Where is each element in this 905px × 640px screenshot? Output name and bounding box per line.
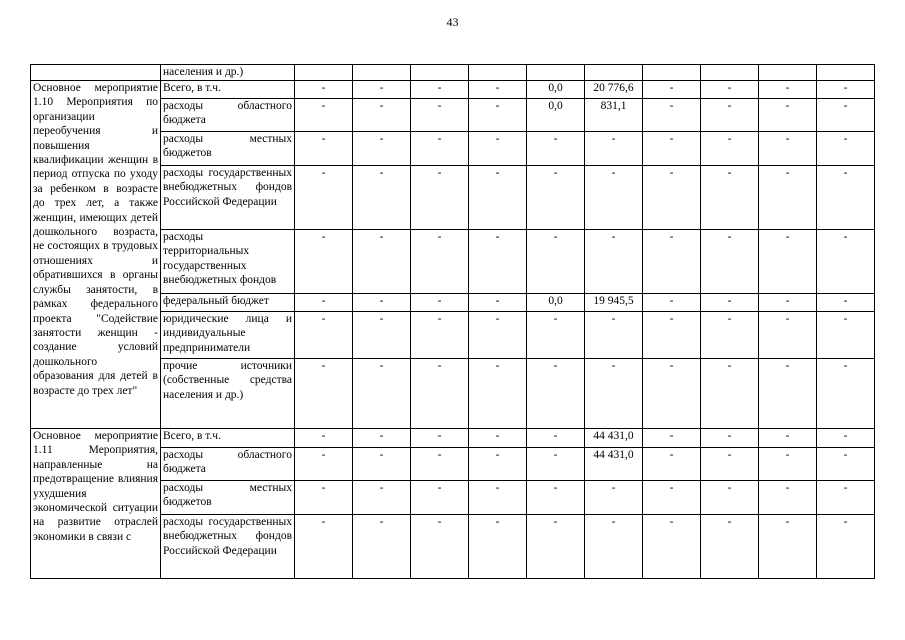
value-cell: - — [759, 359, 817, 429]
value-cell: - — [469, 230, 527, 294]
value-cell: - — [411, 294, 469, 312]
value-cell: - — [643, 99, 701, 132]
value-cell: - — [353, 481, 411, 515]
value-cell: - — [353, 294, 411, 312]
value-cell: - — [643, 81, 701, 99]
value-cell: - — [353, 359, 411, 429]
value-cell: - — [353, 429, 411, 448]
value-cell: 0,0 — [527, 99, 585, 132]
value-cell: 0,0 — [527, 81, 585, 99]
measure-cell — [31, 65, 161, 81]
value-cell: - — [759, 81, 817, 99]
value-cell: - — [353, 99, 411, 132]
value-cell: - — [469, 515, 527, 579]
value-cell: - — [295, 481, 353, 515]
value-cell: - — [353, 166, 411, 230]
value-cell: - — [527, 359, 585, 429]
source-cell: федеральный бюджет — [161, 294, 295, 312]
value-cell: - — [759, 99, 817, 132]
value-cell: - — [411, 359, 469, 429]
value-cell: - — [353, 515, 411, 579]
source-cell: расходы местных бюджетов — [161, 481, 295, 515]
value-cell: - — [817, 81, 875, 99]
value-cell: - — [643, 515, 701, 579]
value-cell: - — [295, 312, 353, 359]
value-cell: - — [469, 359, 527, 429]
value-cell: - — [643, 448, 701, 481]
value-cell: - — [759, 448, 817, 481]
value-cell: - — [585, 481, 643, 515]
value-cell: - — [411, 132, 469, 166]
value-cell: - — [469, 81, 527, 99]
page-number: 43 — [446, 15, 459, 29]
value-cell: - — [469, 294, 527, 312]
value-cell: - — [701, 312, 759, 359]
value-cell: - — [469, 99, 527, 132]
value-cell: - — [817, 294, 875, 312]
source-cell: юридические лица и индивидуальные предприниматели — [161, 312, 295, 359]
value-cell: - — [527, 448, 585, 481]
value-cell: - — [701, 81, 759, 99]
source-cell: расходы государственных внебюджетных фондов Российской Федерации — [161, 166, 295, 230]
value-cell: - — [817, 515, 875, 579]
value-cell: 44 431,0 — [585, 429, 643, 448]
value-cell: - — [643, 429, 701, 448]
value-cell: - — [701, 166, 759, 230]
measure-cell: Основное мероприятие 1.11 Мероприятия, направленные на предотвращение влияния ухудшения экономической ситуации на развитие отраслей экономики в связи с — [31, 429, 161, 579]
value-cell: - — [585, 359, 643, 429]
value-cell: - — [759, 294, 817, 312]
value-cell: - — [411, 515, 469, 579]
value-cell: - — [643, 294, 701, 312]
value-cell: - — [295, 230, 353, 294]
source-cell: расходы областного бюджета — [161, 448, 295, 481]
value-cell: - — [759, 515, 817, 579]
value-cell: - — [527, 481, 585, 515]
value-cell: - — [817, 166, 875, 230]
value-cell: - — [701, 132, 759, 166]
value-cell: - — [701, 515, 759, 579]
value-cell: - — [353, 132, 411, 166]
value-cell: - — [469, 166, 527, 230]
value-cell: - — [643, 312, 701, 359]
source-cell: расходы государственных внебюджетных фондов Российской Федерации — [161, 515, 295, 579]
value-cell: - — [701, 294, 759, 312]
value-cell: - — [411, 429, 469, 448]
value-cell: - — [469, 481, 527, 515]
source-cell: расходы территориальных государственных внебюджетных фондов — [161, 230, 295, 294]
value-cell: - — [527, 429, 585, 448]
value-cell: - — [643, 166, 701, 230]
value-cell: 19 945,5 — [585, 294, 643, 312]
value-cell: - — [353, 81, 411, 99]
table-row — [31, 429, 875, 448]
value-cell: - — [643, 132, 701, 166]
value-cell: - — [411, 448, 469, 481]
value-cell: 44 431,0 — [585, 448, 643, 481]
value-cell: - — [469, 312, 527, 359]
value-cell: - — [295, 294, 353, 312]
value-cell — [295, 65, 353, 81]
value-cell: - — [585, 230, 643, 294]
value-cell: - — [585, 515, 643, 579]
value-cell: - — [643, 359, 701, 429]
value-cell: - — [527, 132, 585, 166]
value-cell: 0,0 — [527, 294, 585, 312]
value-cell: - — [701, 448, 759, 481]
source-cell: Всего, в т.ч. — [161, 81, 295, 99]
value-cell: - — [817, 429, 875, 448]
source-cell: расходы местных бюджетов — [161, 132, 295, 166]
value-cell: - — [469, 448, 527, 481]
value-cell — [643, 65, 701, 81]
value-cell: - — [701, 230, 759, 294]
value-cell: - — [411, 81, 469, 99]
value-cell: - — [295, 515, 353, 579]
value-cell: - — [411, 166, 469, 230]
value-cell: - — [701, 359, 759, 429]
value-cell: - — [469, 132, 527, 166]
source-cell: расходы областного бюджета — [161, 99, 295, 132]
value-cell: - — [469, 429, 527, 448]
value-cell: - — [295, 132, 353, 166]
value-cell: - — [527, 166, 585, 230]
value-cell: - — [759, 166, 817, 230]
value-cell: - — [585, 166, 643, 230]
value-cell — [469, 65, 527, 81]
table-row — [31, 81, 875, 99]
value-cell: - — [817, 132, 875, 166]
value-cell: - — [759, 481, 817, 515]
value-cell: - — [353, 312, 411, 359]
value-cell: - — [295, 359, 353, 429]
value-cell: - — [759, 230, 817, 294]
value-cell: - — [411, 481, 469, 515]
value-cell: - — [295, 429, 353, 448]
source-cell: Всего, в т.ч. — [161, 429, 295, 448]
table-row — [31, 65, 875, 81]
value-cell — [411, 65, 469, 81]
value-cell — [759, 65, 817, 81]
value-cell: - — [817, 448, 875, 481]
source-cell: прочие источники (собственные средства населения и др.) — [161, 359, 295, 429]
value-cell: - — [295, 99, 353, 132]
value-cell: - — [295, 448, 353, 481]
value-cell: - — [759, 429, 817, 448]
value-cell: 20 776,6 — [585, 81, 643, 99]
budget-table — [30, 64, 875, 579]
value-cell: - — [295, 81, 353, 99]
value-cell: - — [295, 166, 353, 230]
value-cell: - — [817, 481, 875, 515]
value-cell: - — [411, 99, 469, 132]
value-cell: - — [585, 312, 643, 359]
table-body — [31, 65, 875, 579]
value-cell — [701, 65, 759, 81]
value-cell: - — [527, 312, 585, 359]
value-cell: - — [643, 230, 701, 294]
value-cell — [527, 65, 585, 81]
value-cell: - — [817, 99, 875, 132]
value-cell: - — [353, 230, 411, 294]
value-cell: - — [643, 481, 701, 515]
value-cell: - — [817, 230, 875, 294]
value-cell — [353, 65, 411, 81]
value-cell: - — [585, 132, 643, 166]
value-cell: - — [701, 429, 759, 448]
value-cell: - — [527, 230, 585, 294]
value-cell: - — [701, 99, 759, 132]
value-cell: - — [817, 359, 875, 429]
value-cell: - — [817, 312, 875, 359]
value-cell: - — [411, 312, 469, 359]
measure-cell: Основное мероприятие 1.10 Мероприятия по организации переобучения и повышения квалификации женщин в период отпуска по уходу за ребенком в возрасте до трех лет, а также женщин, имеющих детей дошкольного возраста, не состоящих в трудовых отношениях и обратившихся в органы службы занятости, в рамках федерального проекта "Содействие занятости женщин - создание условий дошкольного образования для детей в возрасте до трех лет" — [31, 81, 161, 429]
value-cell — [817, 65, 875, 81]
value-cell: - — [527, 515, 585, 579]
value-cell: - — [411, 230, 469, 294]
value-cell: - — [759, 132, 817, 166]
source-cell: населения и др.) — [161, 65, 295, 81]
value-cell: 831,1 — [585, 99, 643, 132]
value-cell: - — [759, 312, 817, 359]
value-cell: - — [701, 481, 759, 515]
value-cell — [585, 65, 643, 81]
value-cell: - — [353, 448, 411, 481]
